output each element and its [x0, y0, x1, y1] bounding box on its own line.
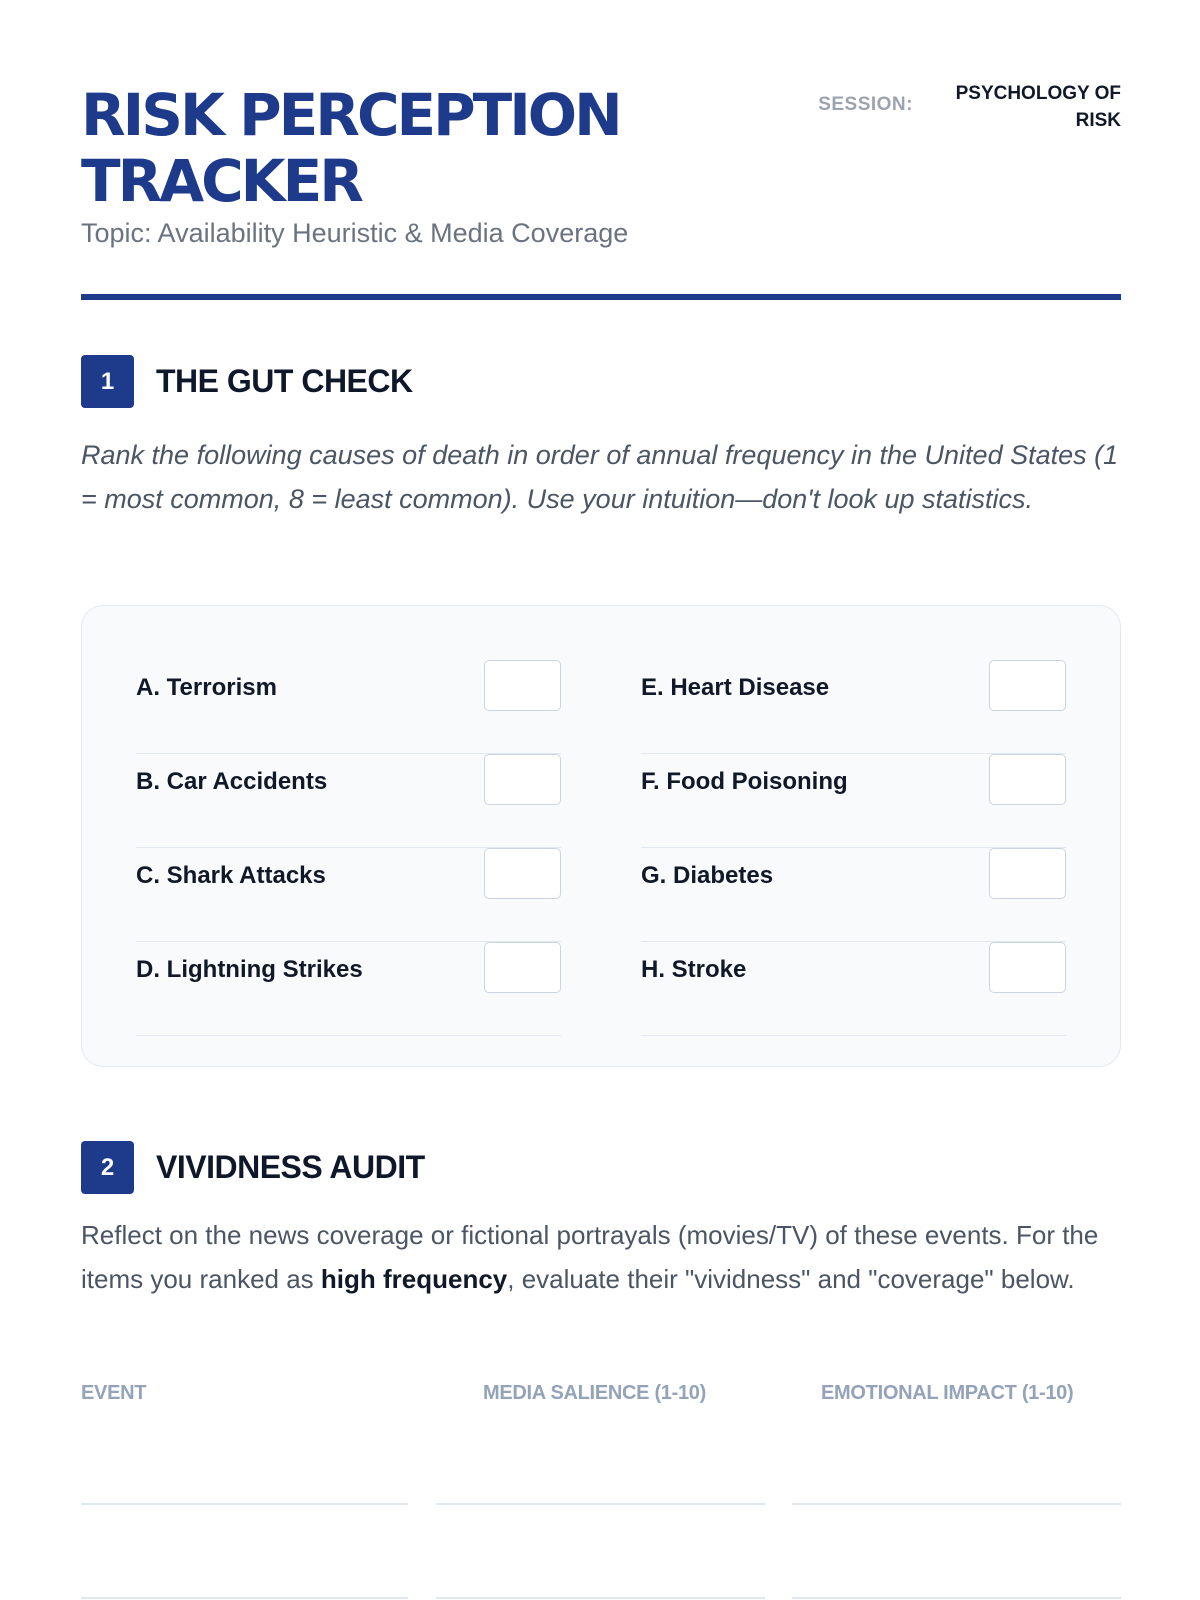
ranking-column-left: [136, 660, 561, 1036]
instructions-text: Reflect on the news coverage or fictional portrayals (movies/TV) of these events. For the items you ranked as: [81, 1220, 1099, 1294]
emotional-impact-input[interactable]: [792, 1503, 1121, 1505]
session-info: [818, 80, 1121, 134]
rank-item-label: G. Diabetes: [641, 862, 774, 889]
section-2-heading: [81, 1141, 425, 1194]
topic-subtitle: Topic: Availability Heuristic & Media Coverage: [81, 218, 629, 248]
rank-input-b[interactable]: [484, 754, 561, 805]
column-header-media-salience: MEDIA SALIENCE (1-10): [483, 1382, 706, 1404]
emotional-impact-input[interactable]: [792, 1597, 1121, 1599]
rank-row: [641, 660, 1066, 754]
rank-item-label: D. Lightning Strikes: [136, 956, 363, 983]
section-number-badge: 2: [81, 1141, 134, 1194]
table-row: [81, 1597, 1121, 1598]
session-value: PSYCHOLOGY OF RISK: [955, 83, 1121, 131]
rank-input-g[interactable]: [989, 848, 1066, 899]
rank-item-label: B. Car Accidents: [136, 768, 328, 795]
rank-item-label: E. Heart Disease: [641, 674, 830, 701]
session-label: SESSION:: [818, 94, 913, 115]
rank-row: [641, 848, 1066, 942]
worksheet-page: [81, 0, 1121, 1404]
instructions-emphasis: high frequency: [320, 1263, 508, 1294]
instructions-text: , evaluate their "vividness" and "coverage" below.: [507, 1263, 1075, 1294]
ranking-column-right: [641, 660, 1066, 1036]
rank-input-d[interactable]: [484, 942, 561, 993]
rank-row: [136, 848, 561, 942]
rank-item-label: A. Terrorism: [136, 674, 277, 701]
rank-row: [136, 942, 561, 1036]
section-1-instructions: Rank the following causes of death in order of annual frequency in the United States (1 = most common, 8 = least common). Use your intuition—don't look up statistics.: [81, 440, 1119, 514]
table-row: [81, 1503, 1121, 1504]
page-header: [81, 0, 1121, 302]
event-input[interactable]: [81, 1597, 408, 1599]
media-salience-input[interactable]: [436, 1503, 765, 1505]
section-title: VIVIDNESS AUDIT: [156, 1149, 425, 1185]
rank-row: [136, 660, 561, 754]
rank-input-a[interactable]: [484, 660, 561, 711]
rank-row: [136, 754, 561, 848]
ranking-card: [81, 605, 1121, 1067]
rank-row: [641, 754, 1066, 848]
section-2-instructions: [81, 1214, 1121, 1301]
event-input[interactable]: [81, 1503, 408, 1505]
rank-input-h[interactable]: [989, 942, 1066, 993]
rank-input-c[interactable]: [484, 848, 561, 899]
rank-row: [641, 942, 1066, 1036]
media-salience-input[interactable]: [436, 1597, 765, 1599]
rank-item-label: F. Food Poisoning: [641, 768, 848, 795]
rank-item-label: H. Stroke: [641, 956, 747, 983]
section-number-badge: 1: [81, 355, 134, 408]
rank-item-label: C. Shark Attacks: [136, 862, 326, 889]
header-divider: [81, 294, 1121, 300]
page-title: RISK PERCEPTION TRACKER: [81, 81, 620, 215]
column-header-emotional-impact: EMOTIONAL IMPACT (1-10): [821, 1382, 1074, 1404]
column-header-event: EVENT: [81, 1382, 147, 1404]
rank-input-e[interactable]: [989, 660, 1066, 711]
section-1-heading: [81, 355, 413, 408]
rank-input-f[interactable]: [989, 754, 1066, 805]
section-title: THE GUT CHECK: [156, 363, 413, 399]
